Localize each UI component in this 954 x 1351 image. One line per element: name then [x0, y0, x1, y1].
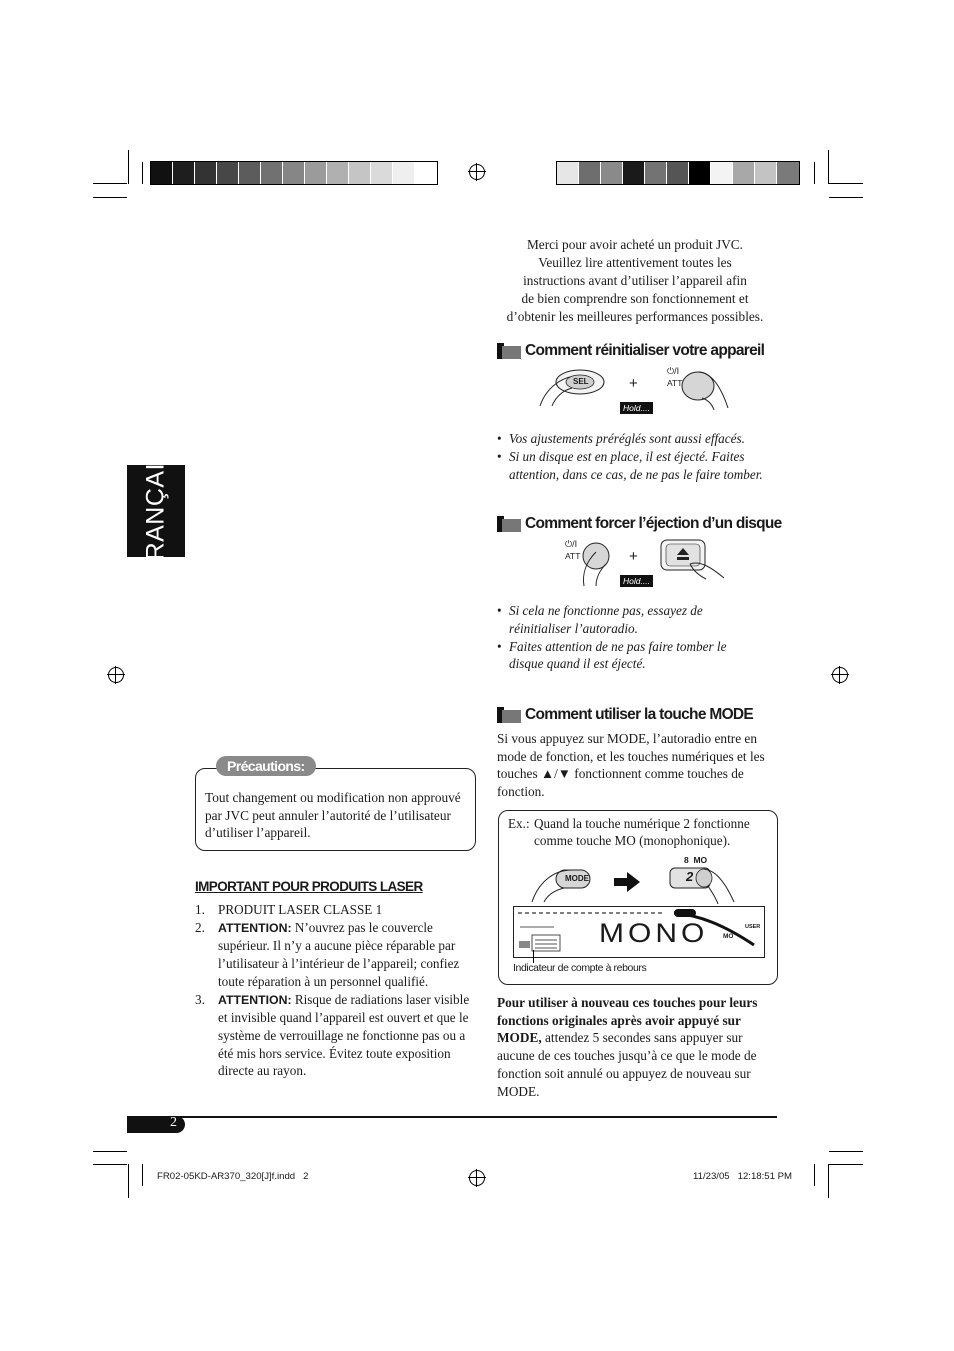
att-label: ATT	[667, 378, 683, 388]
language-label: FRANÇAIS	[141, 445, 170, 577]
finger-press-two-icon	[668, 866, 738, 906]
page-number: 2	[170, 1115, 177, 1130]
finger-press-sel-icon	[538, 366, 608, 408]
mode-final-rest: attendez 5 secondes sans appuyer sur aucune de ces touches jusqu’à ce que le mode de fonction soit annulé ou appuyez de nouveau sur MODE.	[497, 1030, 757, 1099]
hold-badge: Hold....	[620, 575, 653, 587]
mode-final-text	[497, 994, 779, 1100]
lcd-user-indicator: USER	[745, 924, 761, 930]
mode-final-bold: Pour utiliser à nouveau ces touches pour leurs fonctions originales après avoir appuyé sur MODE,	[497, 995, 758, 1046]
mode-description: Si vous appuyez sur MODE, l’autoradio entre en mode de fonction, et les touches numériques et les touches ▲/▼ fonctionnent comme touches de fonction.	[497, 731, 765, 800]
section-heading-mode: Comment utiliser la touche MODE	[497, 706, 753, 724]
plus-sign: +	[629, 375, 638, 392]
registration-mark-icon	[469, 1170, 485, 1186]
language-tab	[127, 445, 185, 577]
section-marker-icon	[497, 707, 521, 723]
finger-press-mode-icon	[530, 864, 602, 904]
note-item: • Si un disque est en place, il est éjecté. Faites attention, dans ce cas, de ne pas le faire tomber.	[497, 448, 777, 484]
button-two-label: 8 MO	[684, 855, 708, 865]
example-label: Ex.:	[508, 816, 530, 831]
footer-rule	[127, 1116, 777, 1118]
hold-badge: Hold....	[620, 402, 653, 414]
section-marker-icon	[497, 516, 521, 532]
lcd-display	[513, 906, 765, 958]
footer-file: FR02-05KD-AR370_320[J]f.indd 2	[157, 1171, 309, 1182]
plus-sign: +	[629, 548, 638, 565]
registration-mark-icon	[469, 164, 485, 180]
lcd-main-text: MONO	[599, 918, 709, 949]
power-label: ⏻/I	[565, 539, 578, 549]
precautions-text: Tout changement ou modification non approuvé par JVC peut annuler l’autorité de l’utilisateur d’utiliser l’appareil.	[205, 790, 461, 841]
intro-line: Veuillez lire attentivement toutes les	[538, 254, 732, 270]
arrow-right-icon	[614, 872, 640, 892]
mode-button-label: MODE	[565, 874, 589, 883]
countdown-label: Indicateur de compte à rebours	[513, 962, 647, 974]
laser-item: 2. ATTENTION: N’ouvrez pas le couvercle supérieur. Il n’y a aucune pièce réparable par l’utilisateur à l’intérieur de l’appareil; confiez toute réparation à un personnel qualifié.	[195, 919, 460, 989]
laser-item: 1. PRODUIT LASER CLASSE 1	[195, 902, 383, 917]
laser-heading: IMPORTANT POUR PRODUITS LASER	[195, 879, 423, 894]
note-item: • Si cela ne fonctionne pas, essayez de réinitialiser l’autoradio.	[497, 602, 759, 638]
intro-text	[480, 236, 790, 326]
laser-list	[195, 901, 470, 1080]
color-bar-left	[150, 161, 438, 185]
registration-mark-icon	[832, 667, 848, 683]
page-number-tab	[127, 1116, 185, 1133]
button-two-number: 2	[686, 869, 694, 884]
example-text: Ex.: Quand la touche numérique 2 fonctionne comme touche MO (monophonique).	[508, 816, 750, 849]
finger-press-att-icon	[680, 368, 732, 412]
section-marker-icon	[497, 343, 521, 359]
eject-notes	[497, 602, 759, 673]
power-label: ⏻/I	[667, 366, 680, 376]
finger-press-att-icon	[578, 540, 614, 588]
intro-line: Merci pour avoir acheté un produit JVC.	[526, 237, 744, 252]
sel-button-label: SEL	[573, 377, 589, 386]
registration-mark-icon	[108, 667, 124, 683]
lcd-mo-indicator: MO	[723, 933, 734, 940]
precautions-tag: Précautions:	[216, 756, 316, 776]
intro-line: de bien comprendre son fonctionnement et	[521, 290, 749, 306]
intro-line: instructions avant d’utiliser l’appareil afin	[523, 272, 747, 288]
laser-item: 3. ATTENTION: Risque de radiations laser visible et invisible quand l’appareil est ouvert et que le système de verrouillage ne fonctionne pas ou a été mis hors service. Évitez toute exposition directe au rayon.	[195, 991, 470, 1079]
note-item: • Faites attention de ne pas faire tomber le disque quand il est éjecté.	[497, 638, 759, 674]
att-label: ATT	[565, 551, 581, 561]
section-heading-eject: Comment forcer l’éjection d’un disque	[497, 515, 782, 533]
intro-line: d’obtenir les meilleures performances possibles.	[506, 308, 764, 324]
section-heading-reset: Comment réinitialiser votre appareil	[497, 342, 764, 360]
note-item: • Vos ajustements préréglés sont aussi effacés.	[497, 430, 777, 448]
footer-date: 11/23/05 12:18:51 PM	[693, 1171, 793, 1182]
reset-notes	[497, 430, 777, 483]
eject-button-icon	[660, 538, 726, 580]
color-bar-right	[556, 161, 800, 185]
